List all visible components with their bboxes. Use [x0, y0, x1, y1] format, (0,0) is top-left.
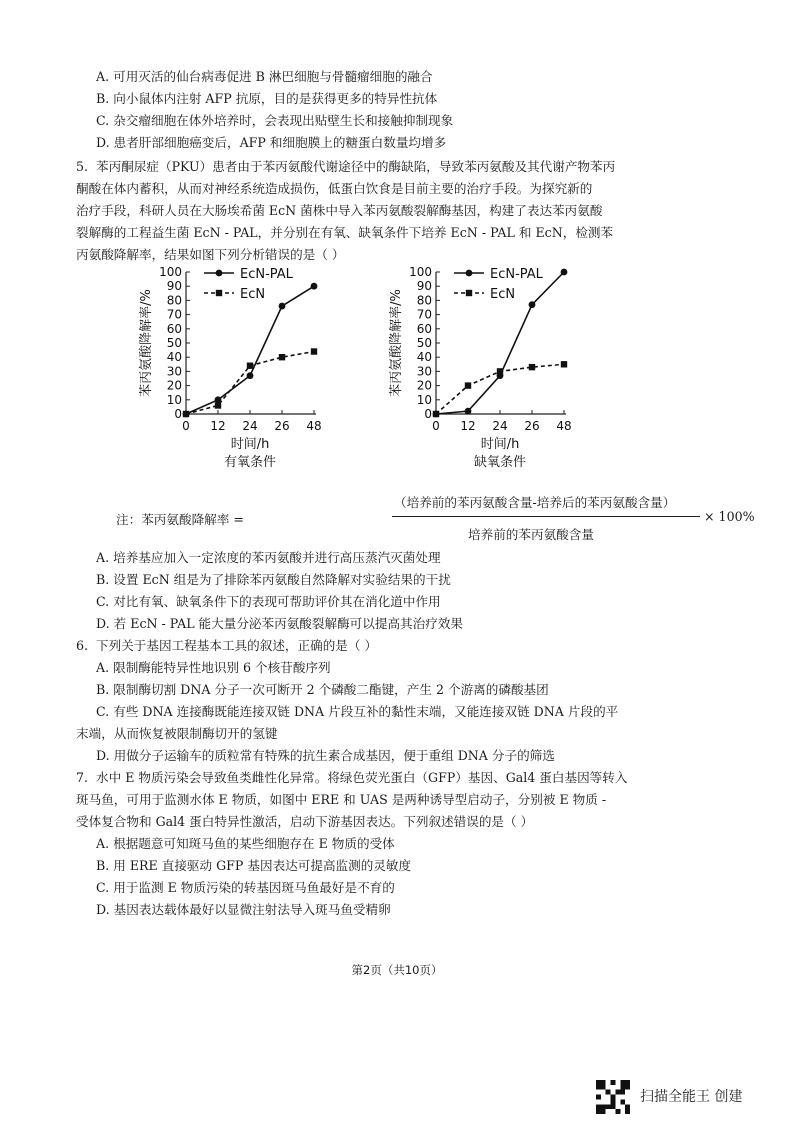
data-point-ecn-pal	[311, 283, 318, 290]
data-point-ecn	[497, 368, 503, 374]
formula-denominator: 培养前的苯丙氨酸含量	[468, 527, 594, 542]
q4-option-b: B. 向小鼠体内注射 AFP 抗原，目的是获得更多的特异性抗体	[96, 91, 438, 106]
x-tick-label: 48	[306, 419, 322, 433]
q4-option-c: C. 杂交瘤细胞在体外培养时，会表现出贴壁生长和接触抑制现象	[96, 113, 454, 128]
legend-label: EcN	[240, 287, 266, 302]
legend-label: EcN	[490, 287, 516, 302]
y-tick-label: 0	[174, 407, 182, 421]
page-number: 第2页（共10页）	[351, 963, 443, 977]
legend-marker	[466, 290, 472, 296]
series-line-ecn-pal	[186, 286, 314, 414]
y-axis-label: 苯丙氨酸降解率/%	[139, 289, 154, 397]
q5-stem-line: 苯丙酮尿症（PKU）患者由于苯丙氨酸代谢途径中的酶缺陷，导致苯丙氨酸及其代谢产物苯丙	[96, 159, 616, 174]
anaerobic-degradation-chart	[386, 262, 602, 482]
y-tick-label: 40	[166, 350, 182, 365]
formula-lhs: 注：苯丙氨酸降解率 =	[116, 512, 244, 527]
y-tick-label: 90	[416, 279, 432, 294]
y-tick-label: 90	[166, 279, 182, 294]
data-point-ecn	[433, 411, 439, 417]
q7-option-b: B. 用 ERE 直接驱动 GFP 基因表达可提高监测的灵敏度	[96, 858, 412, 873]
chart-caption: 缺氧条件	[473, 455, 527, 470]
y-tick-label: 40	[416, 350, 432, 365]
x-tick-label: 24	[242, 419, 258, 433]
y-tick-label: 20	[166, 378, 182, 393]
q7-stem-line: 水中 E 物质污染会导致鱼类雌性化异常。将绿色荧光蛋白（GFP）基因、Gal4 蛋白基因等转入	[96, 770, 628, 785]
x-tick-label: 24	[492, 419, 508, 433]
x-tick-label: 12	[210, 419, 226, 433]
q5-stem-line: 裂解酶的工程益生菌 EcN - PAL，并分别在有氧、缺氧条件下培养 EcN - PAL 和 EcN，检测苯	[76, 225, 614, 240]
q6-option-b: B. 限制酶切割 DNA 分子一次可断开 2 个磷酸二酯键，产生 2 个游离的磷酸基团	[96, 682, 549, 697]
data-point-ecn	[311, 348, 317, 354]
q5-number: 5.	[76, 159, 89, 174]
y-tick-label: 100	[409, 265, 432, 279]
q7-option-c: C. 用于监测 E 物质污染的转基因斑马鱼最好是不育的	[96, 880, 395, 895]
data-point-ecn-pal	[247, 372, 254, 379]
x-tick-label: 26	[524, 419, 540, 433]
y-tick-label: 50	[166, 336, 182, 350]
q4-option-d: D. 患者肝部细胞癌变后，AFP 和细胞膜上的糖蛋白数量均增多	[96, 135, 447, 150]
formula-numerator: （培养前的苯丙氨酸含量-培养后的苯丙氨酸含量）	[394, 495, 676, 510]
q6-number: 6.	[76, 638, 89, 653]
q7-stem-line: 受体复合物和 Gal4 蛋白特异性激活，启动下游基因表达。下列叙述错误的是（ ）	[76, 814, 534, 829]
y-tick-label: 0	[424, 407, 432, 421]
y-tick-label: 60	[166, 321, 182, 336]
q5-option-a: A. 培养基应加入一定浓度的苯丙氨酸并进行高压蒸汽灭菌处理	[96, 550, 441, 565]
q5-stem-line: 酮酸在体内蓄积，从而对神经系统造成损伤，低蛋白饮食是目前主要的治疗手段。为探究新的	[76, 181, 593, 196]
q7-number: 7.	[76, 770, 89, 785]
y-axis-label: 苯丙氨酸降解率/%	[389, 289, 404, 397]
y-tick-label: 10	[166, 392, 182, 407]
data-point-ecn-pal	[279, 303, 286, 310]
x-axis-label: 时间/h	[480, 437, 520, 452]
q5-option-d: D. 若 EcN - PAL 能大量分泌苯丙氨酸裂解酶可以提高其治疗效果	[96, 616, 464, 631]
q7-option-a: A. 根据题意可知斑马鱼的某些细胞存在 E 物质的受体	[96, 836, 395, 851]
data-point-ecn	[529, 364, 535, 370]
y-tick-label: 50	[416, 336, 432, 350]
chart-caption: 有氧条件	[223, 455, 277, 470]
legend-label: EcN-PAL	[490, 267, 543, 282]
y-tick-label: 10	[416, 392, 432, 407]
q6-stem: 下列关于基因工程基本工具的叙述，正确的是（ ）	[96, 638, 378, 653]
x-tick-label: 0	[182, 419, 190, 433]
y-tick-label: 30	[166, 364, 182, 379]
y-tick-label: 100	[159, 265, 182, 279]
y-tick-label: 30	[416, 364, 432, 379]
data-point-ecn	[561, 361, 567, 367]
data-point-ecn	[215, 402, 221, 408]
x-tick-label: 48	[556, 419, 572, 433]
legend-marker	[216, 270, 223, 277]
fraction-bar	[392, 516, 700, 517]
legend-marker	[466, 270, 473, 277]
q5-option-c: C. 对比有氧、缺氧条件下的表现可帮助评价其在消化道中作用	[96, 594, 441, 609]
aerobic-degradation-chart	[136, 262, 352, 482]
data-point-ecn	[247, 363, 253, 369]
x-axis-label: 时间/h	[230, 437, 270, 452]
q6-option-d: D. 用做分子运输车的质粒常有特殊的抗生素合成基因，便于重组 DNA 分子的筛选	[96, 748, 555, 763]
data-point-ecn	[183, 411, 189, 417]
y-tick-label: 20	[416, 378, 432, 393]
q7-option-d: D. 基因表达载体最好以显微注射法导入斑马鱼受精卵	[96, 902, 391, 917]
q5-option-b: B. 设置 EcN 组是为了排除苯丙氨酸自然降解对实验结果的干扰	[96, 572, 451, 587]
data-point-ecn-pal	[465, 408, 472, 415]
qr-code-icon	[596, 1080, 630, 1114]
x-tick-label: 0	[432, 419, 440, 433]
x-tick-label: 26	[274, 419, 290, 433]
q6-option-c: C. 有些 DNA 连接酶既能连接双链 DNA 片段互补的黏性末端，又能连接双链 DNA 片段的平	[96, 704, 619, 719]
legend-label: EcN-PAL	[240, 267, 293, 282]
legend-marker	[216, 290, 222, 296]
y-tick-label: 80	[166, 293, 182, 308]
degradation-rate-formula	[116, 490, 755, 546]
y-tick-label: 70	[416, 307, 432, 322]
x-tick-label: 12	[460, 419, 476, 433]
q4-option-a: A. 可用灭活的仙台病毒促进 B 淋巴细胞与骨髓瘤细胞的融合	[96, 69, 433, 84]
data-point-ecn-pal	[529, 301, 536, 308]
data-point-ecn	[279, 354, 285, 360]
scanner-brand-label: 扫描全能王 创建	[640, 1089, 743, 1105]
y-tick-label: 60	[416, 321, 432, 336]
data-point-ecn	[465, 382, 471, 388]
q6-option-c-continued: 末端，从而恢复被限制酶切开的氢键	[76, 726, 278, 741]
q7-stem-line: 斑马鱼，可用于监测水体 E 物质，如图中 ERE 和 UAS 是两种诱导型启动子，分别被 E 物质 -	[76, 792, 607, 807]
q5-stem-line: 治疗手段，科研人员在大肠埃希菌 EcN 菌株中导入苯丙氨酸裂解酶基因，构建了表达苯丙氨酸	[76, 203, 603, 218]
formula-rhs: × 100%	[704, 509, 755, 524]
data-point-ecn-pal	[561, 269, 568, 276]
y-tick-label: 70	[166, 307, 182, 322]
q5-stem-line: 丙氨酸降解率，结果如图下列分析错误的是（ ）	[76, 247, 345, 262]
q6-option-a: A. 限制酶能特异性地识别 6 个核苷酸序列	[96, 660, 331, 675]
y-tick-label: 80	[416, 293, 432, 308]
